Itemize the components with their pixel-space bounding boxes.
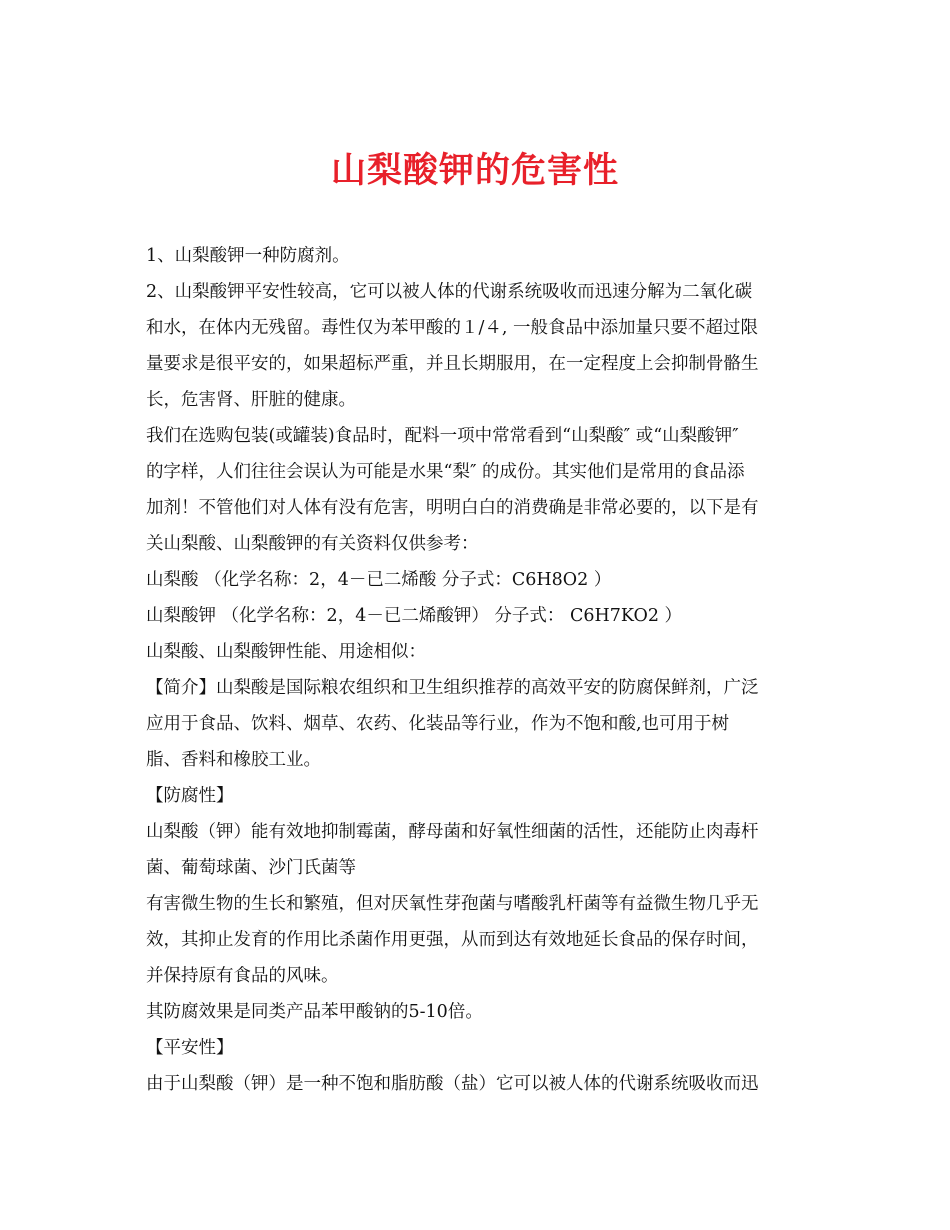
text-line: 效，其抑止发育的作用比杀菌作用更强，从而到达有效地延长食品的保存时间， [146, 930, 759, 950]
text-line: 【简介】山梨酸是国际粮农组织和卫生组织推荐的高效平安的防腐保鲜剂，广泛 [146, 678, 759, 698]
text-line: 应用于食品、饮料、烟草、农药、化装品等行业，作为不饱和酸,也可用于树 [146, 714, 730, 734]
section-heading: 【平安性】 [146, 1038, 234, 1058]
section-heading: 【防腐性】 [146, 786, 234, 806]
text-line: 山梨酸 （化学名称：2，4－已二烯酸 分子式：C6H8O2 ） [146, 570, 612, 590]
text-line: 并保持原有食品的风味。 [146, 966, 339, 986]
text-line: 长，危害肾、肝脏的健康。 [146, 390, 356, 410]
text-line: 2、山梨酸钾平安性较高，它可以被人体的代谢系统吸收而迅速分解为二氧化碳 [146, 282, 753, 302]
text-line: 山梨酸、山梨酸钾性能、用途相似： [146, 642, 426, 662]
text-line: 山梨酸钾 （化学名称：2，4－已二烯酸钾） 分子式： C6H7KO2 ） [146, 606, 683, 626]
text-line: 量要求是很平安的，如果超标严重，并且长期服用，在一定程度上会抑制骨骼生 [146, 354, 759, 374]
text-line: 山梨酸（钾）能有效地抑制霉菌，酵母菌和好氧性细菌的活性，还能防止肉毒杆 [146, 822, 759, 842]
text-line: 其防腐效果是同类产品苯甲酸钠的5-10倍。 [146, 1002, 483, 1022]
text-line: 由于山梨酸（钾）是一种不饱和脂肪酸（盐）它可以被人体的代谢系统吸收而迅 [146, 1074, 759, 1094]
text-line: 菌、葡萄球菌、沙门氏菌等 [146, 858, 356, 878]
text-line: 和水，在体内无残留。毒性仅为苯甲酸的１/４, 一般食品中添加量只要不超过限 [146, 318, 759, 338]
text-line: 的字样，人们往往会误认为可能是水果“梨″ 的成份。其实他们是常用的食品添 [146, 462, 745, 482]
document-body [146, 238, 818, 1102]
text-line: 关山梨酸、山梨酸钾的有关资料仅供参考： [146, 534, 479, 554]
text-line: 加剂！不管他们对人体有没有危害，明明白白的消费确是非常必要的，以下是有 [146, 498, 759, 518]
text-line: 脂、香料和橡胶工业。 [146, 750, 321, 770]
text-line: 我们在选购包装(或罐装)食品时，配料一项中常常看到“山梨酸″ 或“山梨酸钾″ [146, 426, 739, 446]
text-line: 1、山梨酸钾一种防腐剂。 [146, 246, 350, 266]
text-line: 有害微生物的生长和繁殖，但对厌氧性芽孢菌与嗜酸乳杆菌等有益微生物几乎无 [146, 894, 759, 914]
page-title: 山梨酸钾的危害性 [330, 150, 619, 192]
